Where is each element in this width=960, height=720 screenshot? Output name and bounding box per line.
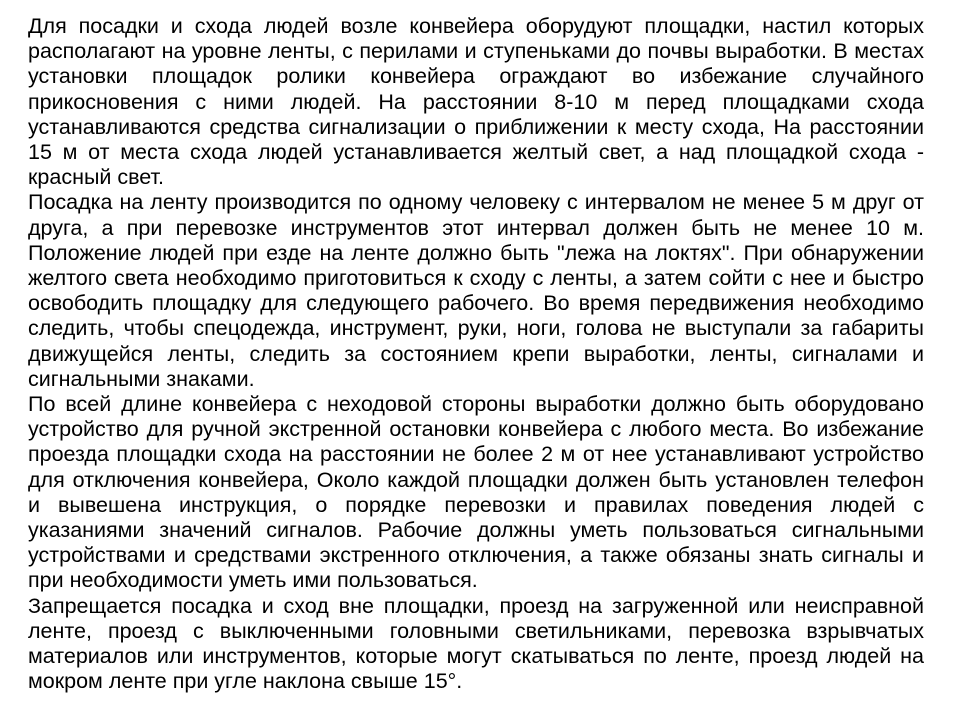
- paragraph-boarding-rules: Посадка на ленту производится по одному человеку с интервалом не менее 5 м друг от друга, а при перевозке инструментов этот интервал должен быть не менее 10 м. Положение людей при езде на ленте должно быть "лежа на локтях". При обнаружении желтого света необходимо приготовиться к сходу с ленты, а затем сойти с нее и быстро освободить площадку для следующего рабочего. Во время передвижения необходимо следить, чтобы спецодежда, инструмент, руки, ноги, голова не выступали за габариты движущейся ленты, следить за состоянием крепи выработки, ленты, сигналами и сигнальными знаками.: [28, 190, 924, 391]
- paragraph-emergency-stop: По всей длине конвейера с неходовой стороны выработки должно быть оборудовано устройство для ручной экстренной остановки конвейера с любого места. Во избежание проезда площадки схода на расстоянии не более 2 м от нее устанавливают устройство для отключения конвейера, Около каждой площадки должен быть установлен телефон и вывешена инструкция, о порядке перевозки и правилах поведения людей с указаниями значений сигналов. Рабочие должны уметь пользоваться сигнальными устройствами и средствами экстренного отключения, а также обязаны знать сигналы и при необходимости уметь ими пользоваться.: [28, 392, 924, 593]
- document-body: [28, 14, 924, 694]
- paragraph-platforms: Для посадки и схода людей возле конвейера оборудуют площадки, настил которых располагают на уровне ленты, с перилами и ступеньками до почвы выработки. В местах установки площадок ролики конвейера ограждают во избежание случайного прикосновения с ними людей. На расстоянии 8-10 м перед площадками схода устанавливаются средства сигнализации о приближении к месту схода, На расстоянии 15 м от места схода людей устанавливается желтый свет, а над площадкой схода - красный свет.: [28, 14, 924, 190]
- paragraph-prohibitions: Запрещается посадка и сход вне площадки, проезд на загруженной или неисправной ленте, проезд с выключенными головными светильниками, перевозка взрывчатых материалов или инструментов, которые могут скатываться по ленте, проезд людей на мокром ленте при угле наклона свыше 15°.: [28, 593, 924, 694]
